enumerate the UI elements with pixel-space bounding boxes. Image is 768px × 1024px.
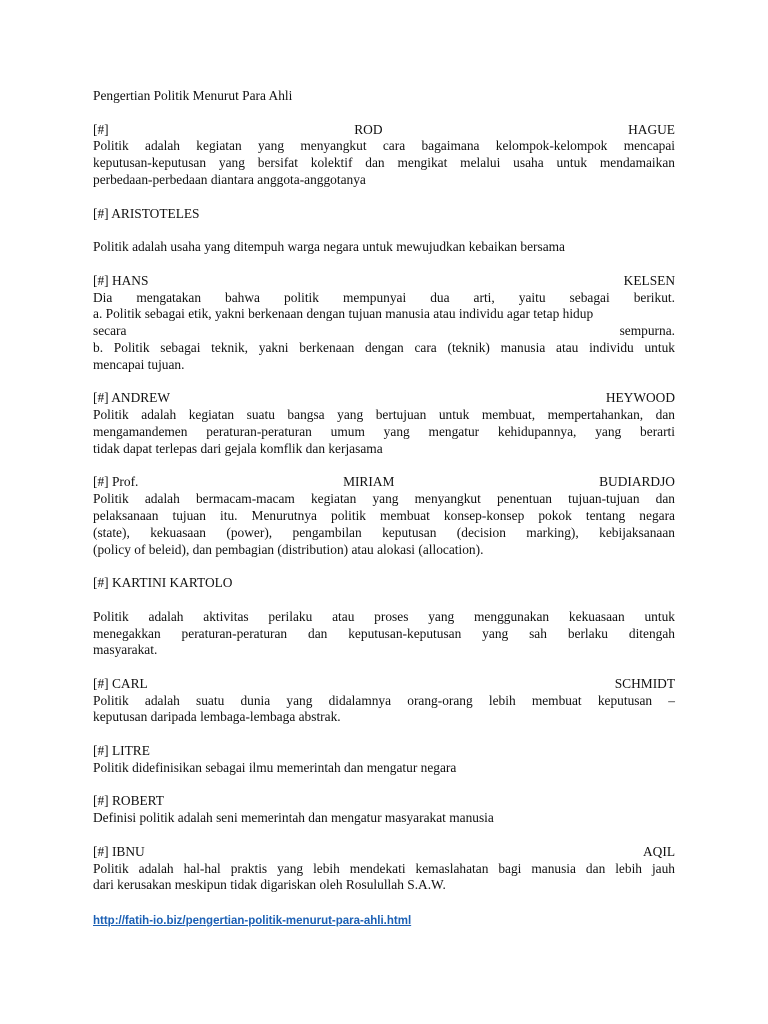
- section-header-ibnu-aqil: [93, 844, 675, 861]
- section-header-rod-hague: [93, 122, 675, 139]
- body-line: (state), kekuasaan (power), pengambilan keputusan (decision marking), kebijaksanaan: [93, 524, 675, 540]
- body-line: keputusan daripada lembaga-lembaga abstrak.: [93, 709, 341, 725]
- section-header-andrew-heywood: [93, 390, 675, 407]
- header-first-name: [#] CARL: [93, 675, 148, 691]
- header-last-name: HAGUE: [628, 121, 675, 137]
- header-last-name: BUDIARDJO: [599, 474, 675, 490]
- header-last-name: HEYWOOD: [605, 390, 675, 406]
- header-last-name: AQIL: [643, 843, 675, 859]
- document-title: Pengertian Politik Menurut Para Ahli: [93, 88, 293, 103]
- body-line: Politik adalah kegiatan suatu bangsa yang bertujuan untuk membuat, mempertahankan, dan: [93, 407, 675, 423]
- header-title: [#] Prof.: [93, 474, 139, 490]
- body-line: b. Politik sebagai teknik, yakni berkenaan dengan cara (teknik) manusia atau individu untuk: [93, 339, 675, 355]
- section-header-miriam-budiardjo: [93, 474, 675, 491]
- body-line: mengamandemen peraturan-peraturan umum yang mengatur kehidupannya, yang berarti: [93, 423, 675, 439]
- body-line: a. Politik sebagai etik, yakni berkenaan dengan tujuan manusia atau individu agar tetap hidup: [93, 306, 594, 322]
- header-first-name: [#] IBNU: [93, 843, 145, 859]
- body-line: Politik adalah suatu dunia yang didalamnya orang-orang lebih membuat keputusan –: [93, 692, 675, 708]
- body-line: masyarakat.: [93, 642, 158, 658]
- header-first-name: [#] ANDREW: [93, 390, 170, 406]
- body-line: tidak dapat terlepas dari gejala komflik dan kerjasama: [93, 440, 383, 456]
- header-marker: [#]: [93, 121, 109, 137]
- header-first-name: [#] HANS: [93, 272, 149, 288]
- header-first-name: MIRIAM: [343, 474, 395, 490]
- source-link[interactable]: http://fatih-io.biz/pengertian-politik-menurut-para-ahli.html: [93, 915, 412, 928]
- body-line: (policy of beleid), dan pembagian (distribution) atau alokasi (allocation).: [93, 541, 484, 557]
- section-header-carl-schmidt: [93, 676, 675, 693]
- body-line: Politik adalah kegiatan yang menyangkut cara bagaimana kelompok-kelompok mencapai: [93, 138, 675, 154]
- header-last-name: KELSEN: [623, 272, 675, 288]
- body-line: perbedaan-perbedaan diantara anggota-anggotanya: [93, 171, 366, 187]
- section-header-hans-kelsen: [93, 273, 675, 290]
- body-line: Politik didefinisikan sebagai ilmu memerintah dan mengatur negara: [93, 759, 457, 775]
- section-header-kartini-kartolo: [#] KARTINI KARTOLO: [93, 575, 233, 591]
- body-line: Politik adalah bermacam-macam kegiatan yang menyangkut penentuan tujuan-tujuan dan: [93, 491, 675, 507]
- body-line: secara sempurna.: [93, 323, 675, 339]
- body-line: Definisi politik adalah seni memerintah dan mengatur masyarakat manusia: [93, 810, 494, 826]
- section-header-litre: [#] LITRE: [93, 743, 150, 759]
- document-page: [93, 88, 675, 930]
- header-first-name: ROD: [354, 121, 383, 137]
- section-header-robert: [#] ROBERT: [93, 793, 164, 809]
- body-line: keputusan-keputusan yang bersifat kolektif dan mengikat melalui usaha untuk mendamaikan: [93, 155, 675, 171]
- body-line: mencapai tujuan.: [93, 356, 185, 372]
- body-line: Dia mengatakan bahwa politik mempunyai dua arti, yaitu sebagai berikut.: [93, 289, 675, 305]
- body-line: menegakkan peraturan-peraturan dan keputusan-keputusan yang sah berlaku ditengah: [93, 625, 675, 641]
- body-line: dari kerusakan meskipun tidak digariskan oleh Rosulullah S.A.W.: [93, 877, 446, 893]
- section-header-aristoteles: [#] ARISTOTELES: [93, 205, 200, 221]
- body-line: Politik adalah aktivitas perilaku atau proses yang menggunakan kekuasaan untuk: [93, 608, 675, 624]
- body-line: Politik adalah usaha yang ditempuh warga negara untuk mewujudkan kebaikan bersama: [93, 239, 566, 255]
- body-line: Politik adalah hal-hal praktis yang lebih mendekati kemaslahatan bagi manusia dan lebih jauh: [93, 860, 675, 876]
- header-last-name: SCHMIDT: [614, 675, 675, 691]
- body-line: pelaksanaan tujuan itu. Menurutnya politik membuat konsep-konsep pokok tentang negara: [93, 507, 675, 523]
